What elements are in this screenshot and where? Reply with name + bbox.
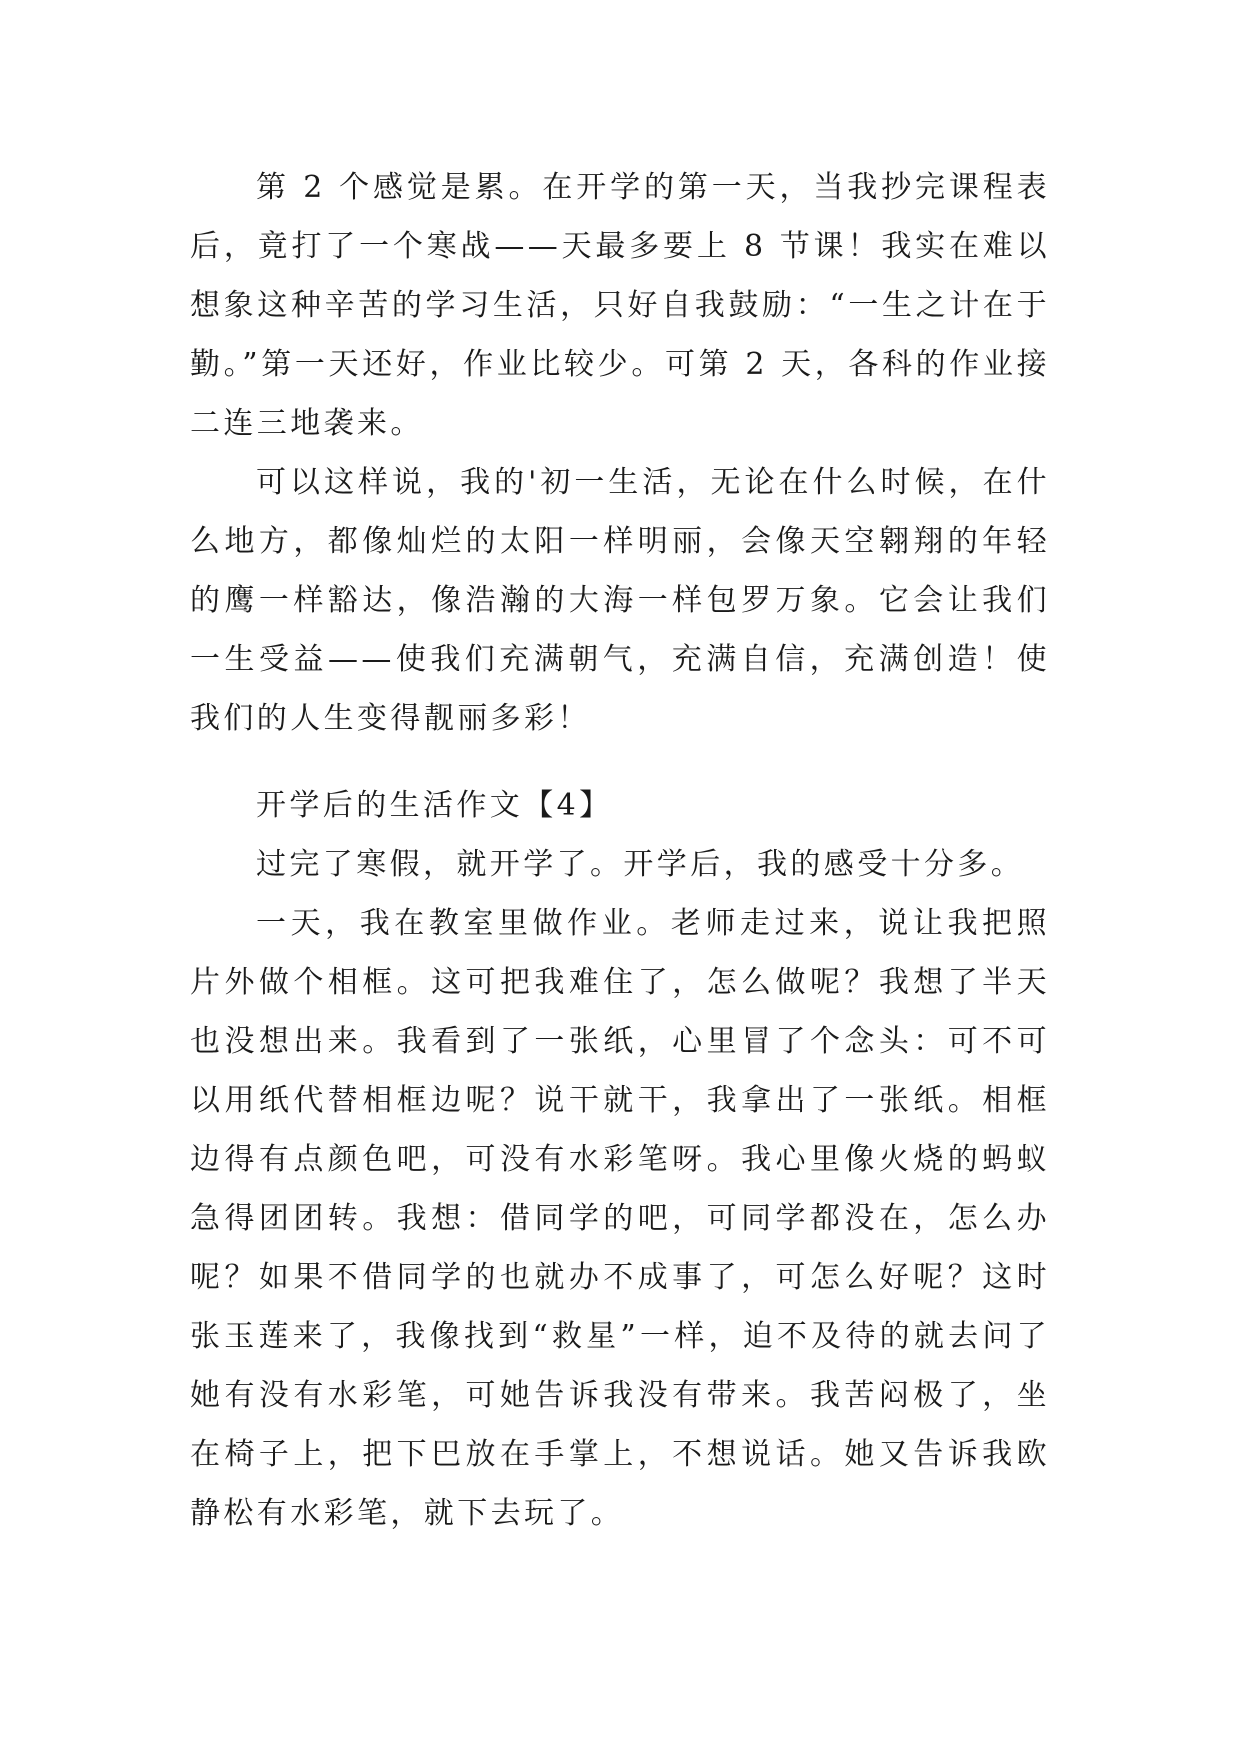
paragraph-tiredness: 第 2 个感觉是累。在开学的第一天，当我抄完课程表后，竟打了一个寒战——天最多要上 8 节课！我实在难以想象这种辛苦的学习生活，只好自我鼓励：“一生之计在于勤。”第一天还好，作业比较少。可第 2 天，各科的作业接二连三地袭来。 [190,170,1050,441]
essay-section-1 [190,158,1050,748]
paragraph-conclusion: 可以这样说，我的'初一生活，无论在什么时候，在什么地方，都像灿烂的太阳一样明丽，会像天空翱翔的年轻的鹰一样豁达，像浩瀚的大海一样包罗万象。它会让我们一生受益——使我们充满朝气，充满自信，充满创造！使我们的人生变得靓丽多彩！ [190,465,1050,736]
essay-heading: 开学后的生活作文【4】 [256,788,613,823]
essay-section-2 [190,776,1050,1543]
paragraph-story: 一天，我在教室里做作业。老师走过来，说让我把照片外做个相框。这可把我难住了，怎么做呢？我想了半天也没想出来。我看到了一张纸，心里冒了个念头：可不可以用纸代替相框边呢？说干就干，我拿出了一张纸。相框边得有点颜色吧，可没有水彩笔呀。我心里像火烧的蚂蚁急得团团转。我想：借同学的吧，可同学都没在，怎么办呢？如果不借同学的也就办不成事了，可怎么好呢？这时张玉莲来了，我像找到“救星”一样，迫不及待的就去问了她有没有水彩笔，可她告诉我没有带来。我苦闷极了，坐在椅子上，把下巴放在手掌上，不想说话。她又告诉我欧静松有水彩笔，就下去玩了。 [190,906,1050,1531]
paragraph-intro: 过完了寒假，就开学了。开学后，我的感受十分多。 [256,847,1025,882]
